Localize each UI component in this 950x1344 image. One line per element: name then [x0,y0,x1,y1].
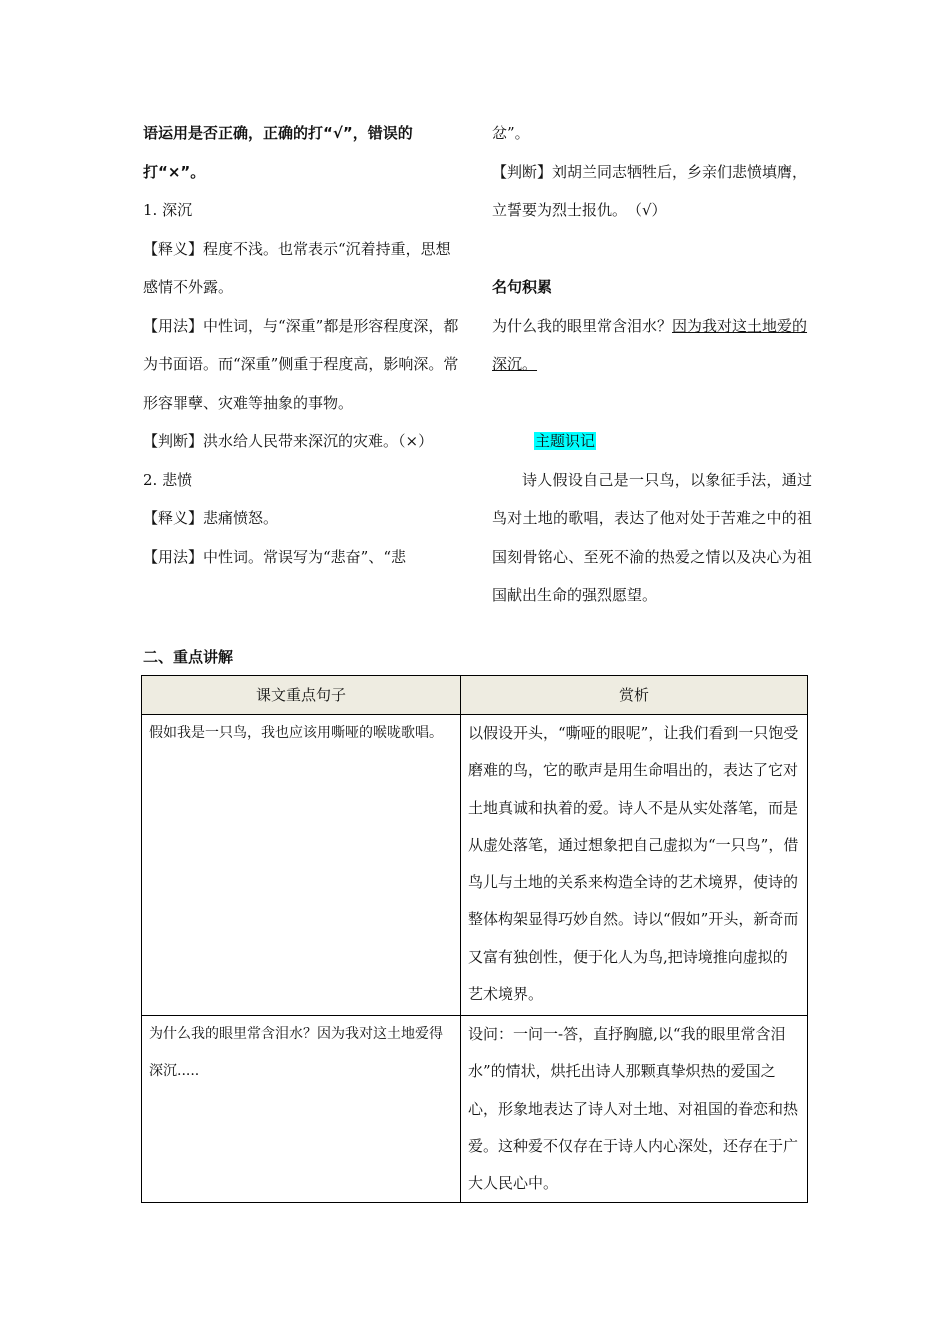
section-title: 二、重点讲解 [143,648,234,666]
word2-usage-continued: 忿”。 [492,124,530,142]
theme-text: 诗人假设自己是一只鸟，以象征手法，通过鸟对土地的歌唱，表达了他对处于苦难之中的祖国刻骨铭心、至死不渝的热爱之情以及决心为祖国献出生命的强烈愿望。 [492,470,812,604]
quote-heading: 名句积累 [492,278,553,296]
table-cell-analysis: 以假设开头，“嘶哑的眼呢”，让我们看到一只饱受磨难的鸟，它的歌声是用生命唱出的，表达了它对土地真诚和执着的爱。诗人不是从实处落笔，而是从虚处落笔，通过想象把自己虚拟为“一只鸟”，借鸟儿与土地的关系来构造全诗的艺术境界，使诗的整体构架显得巧妙自然。诗以“假如”开头，新奇而又富有独创性，便于化人为鸟,把诗境推向虚拟的艺术境界。 [461,715,808,1016]
word1-meaning: 【释义】程度不浅。也常表示“沉着持重，思想感情不外露。 [143,239,451,296]
famous-quote [492,307,812,384]
word1-judgement: 【判断】洪水给人民带来深沉的灾难。（×） [143,432,434,450]
word2-judgement: 【判断】刘胡兰同志牺牲后，乡亲们悲愤填膺，立誓要为烈士报仇。 （√） [492,162,808,219]
word1-usage: 【用法】中性词，与“深重”都是形容程度深，都为书面语。而“深重”侧重于程度高，影响深。常形容罪孽、灾难等抽象的事物。 [143,316,459,412]
table-row [142,1016,808,1203]
intro-instruction: 语运用是否正确，正确的打“√”，错误的打“×”。 [143,124,413,181]
word2-heading: 2. 悲愤 [143,470,193,489]
table-cell-sentence: 为什么我的眼里常含泪水？因为我对这土地爱得深沉..... [142,1016,461,1203]
word2-meaning: 【释义】悲痛愤怒。 [143,509,279,527]
theme-heading: 主题识记 [535,432,596,450]
table-cell-sentence: 假如我是一只鸟，我也应该用嘶哑的喉咙歌唱。 [142,715,461,1016]
table-header-sentence: 课文重点句子 [142,676,461,715]
table-cell-analysis: 设问：一问一-答，直抒胸臆,以“我的眼里常含泪水”的情状，烘托出诗人那颗真挚炽热的爱国之心，形象地表达了诗人对土地、对祖国的眷恋和热爱。这种爱不仅存在于诗人内心深处，还存在于广大人民心中。 [461,1016,808,1203]
table-header-analysis: 赏析 [461,676,808,715]
table-header-row [142,676,808,715]
word1-heading: 1. 深沉 [143,201,193,219]
quote-question: 为什么我的眼里常含泪水？ [492,316,673,335]
left-column [143,114,465,576]
quote-answer: 因为我对这土地爱的深沉。 [492,316,808,373]
word2-usage: 【用法】中性词。常误写为“悲奋”、“悲 [143,547,407,566]
table-row [142,715,808,1016]
right-column [492,114,812,615]
key-points-table [141,675,808,1203]
